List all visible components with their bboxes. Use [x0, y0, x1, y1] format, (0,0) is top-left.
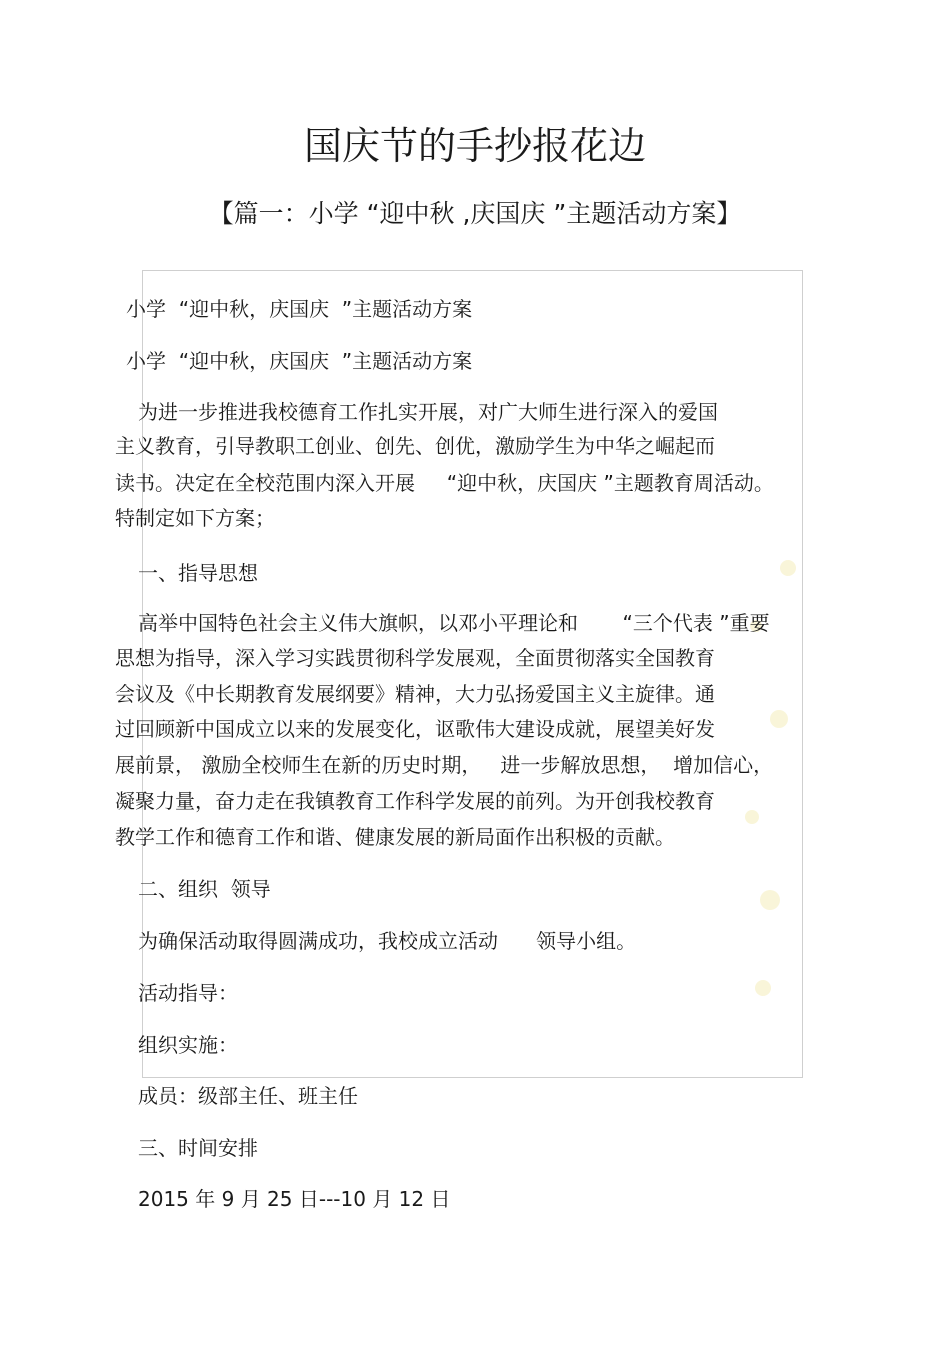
paragraph-line: 成员：级部主任、班主任 — [138, 1084, 358, 1108]
section-heading: 二、组织 领导 — [138, 877, 271, 901]
paragraph-line: 展前景， 激励全校师生在新的历史时期， 进一步解放思想， 增加信心， — [115, 753, 774, 777]
paragraph-line: 特制定如下方案； — [115, 506, 275, 530]
paragraph-line: 2015 年 9 月 25 日---10 月 12 日 — [138, 1187, 451, 1211]
section-heading: 一、指导思想 — [138, 561, 258, 585]
section-heading: 三、时间安排 — [138, 1136, 258, 1160]
plan-title-line: 小学 “迎中秋，庆国庆 ”主题活动方案 — [126, 349, 473, 373]
plan-title-line: 小学 “迎中秋，庆国庆 ”主题活动方案 — [126, 297, 473, 321]
paragraph-line: 凝聚力量，奋力走在我镇教育工作科学发展的前列。为开创我校教育 — [115, 789, 715, 813]
paragraph-line: 思想为指导，深入学习实践贯彻科学发展观，全面贯彻落实全国教育 — [115, 646, 715, 670]
paragraph-line: 读书。决定在全校范围内深入开展 “迎中秋，庆国庆 ”主题教育周活动。 — [115, 471, 774, 495]
paragraph-line: 为确保活动取得圆满成功，我校成立活动 领导小组。 — [138, 929, 637, 953]
paragraph-line: 组织实施： — [138, 1033, 238, 1057]
article-heading: 【篇一：小学 “迎中秋 ,庆国庆 ”主题活动方案】 — [208, 199, 742, 228]
paragraph-line: 教学工作和德育工作和谐、健康发展的新局面作出积极的贡献。 — [115, 825, 675, 849]
paragraph-line: 活动指导： — [138, 981, 238, 1005]
paragraph-line: 高举中国特色社会主义伟大旗帜，以邓小平理论和 “三个代表 ”重要 — [138, 611, 770, 635]
page-title: 国庆节的手抄报花边 — [303, 124, 646, 168]
paragraph-line: 会议及《中长期教育发展纲要》精神，大力弘扬爱国主义主旋律。通 — [115, 682, 715, 706]
paragraph-line: 主义教育，引导教职工创业、创先、创优，激励学生为中华之崛起而 — [115, 434, 715, 458]
paragraph-line: 为进一步推进我校德育工作扎实开展，对广大师生进行深入的爱国 — [138, 400, 718, 424]
paragraph-line: 过回顾新中国成立以来的发展变化，讴歌伟大建设成就，展望美好发 — [115, 717, 715, 741]
